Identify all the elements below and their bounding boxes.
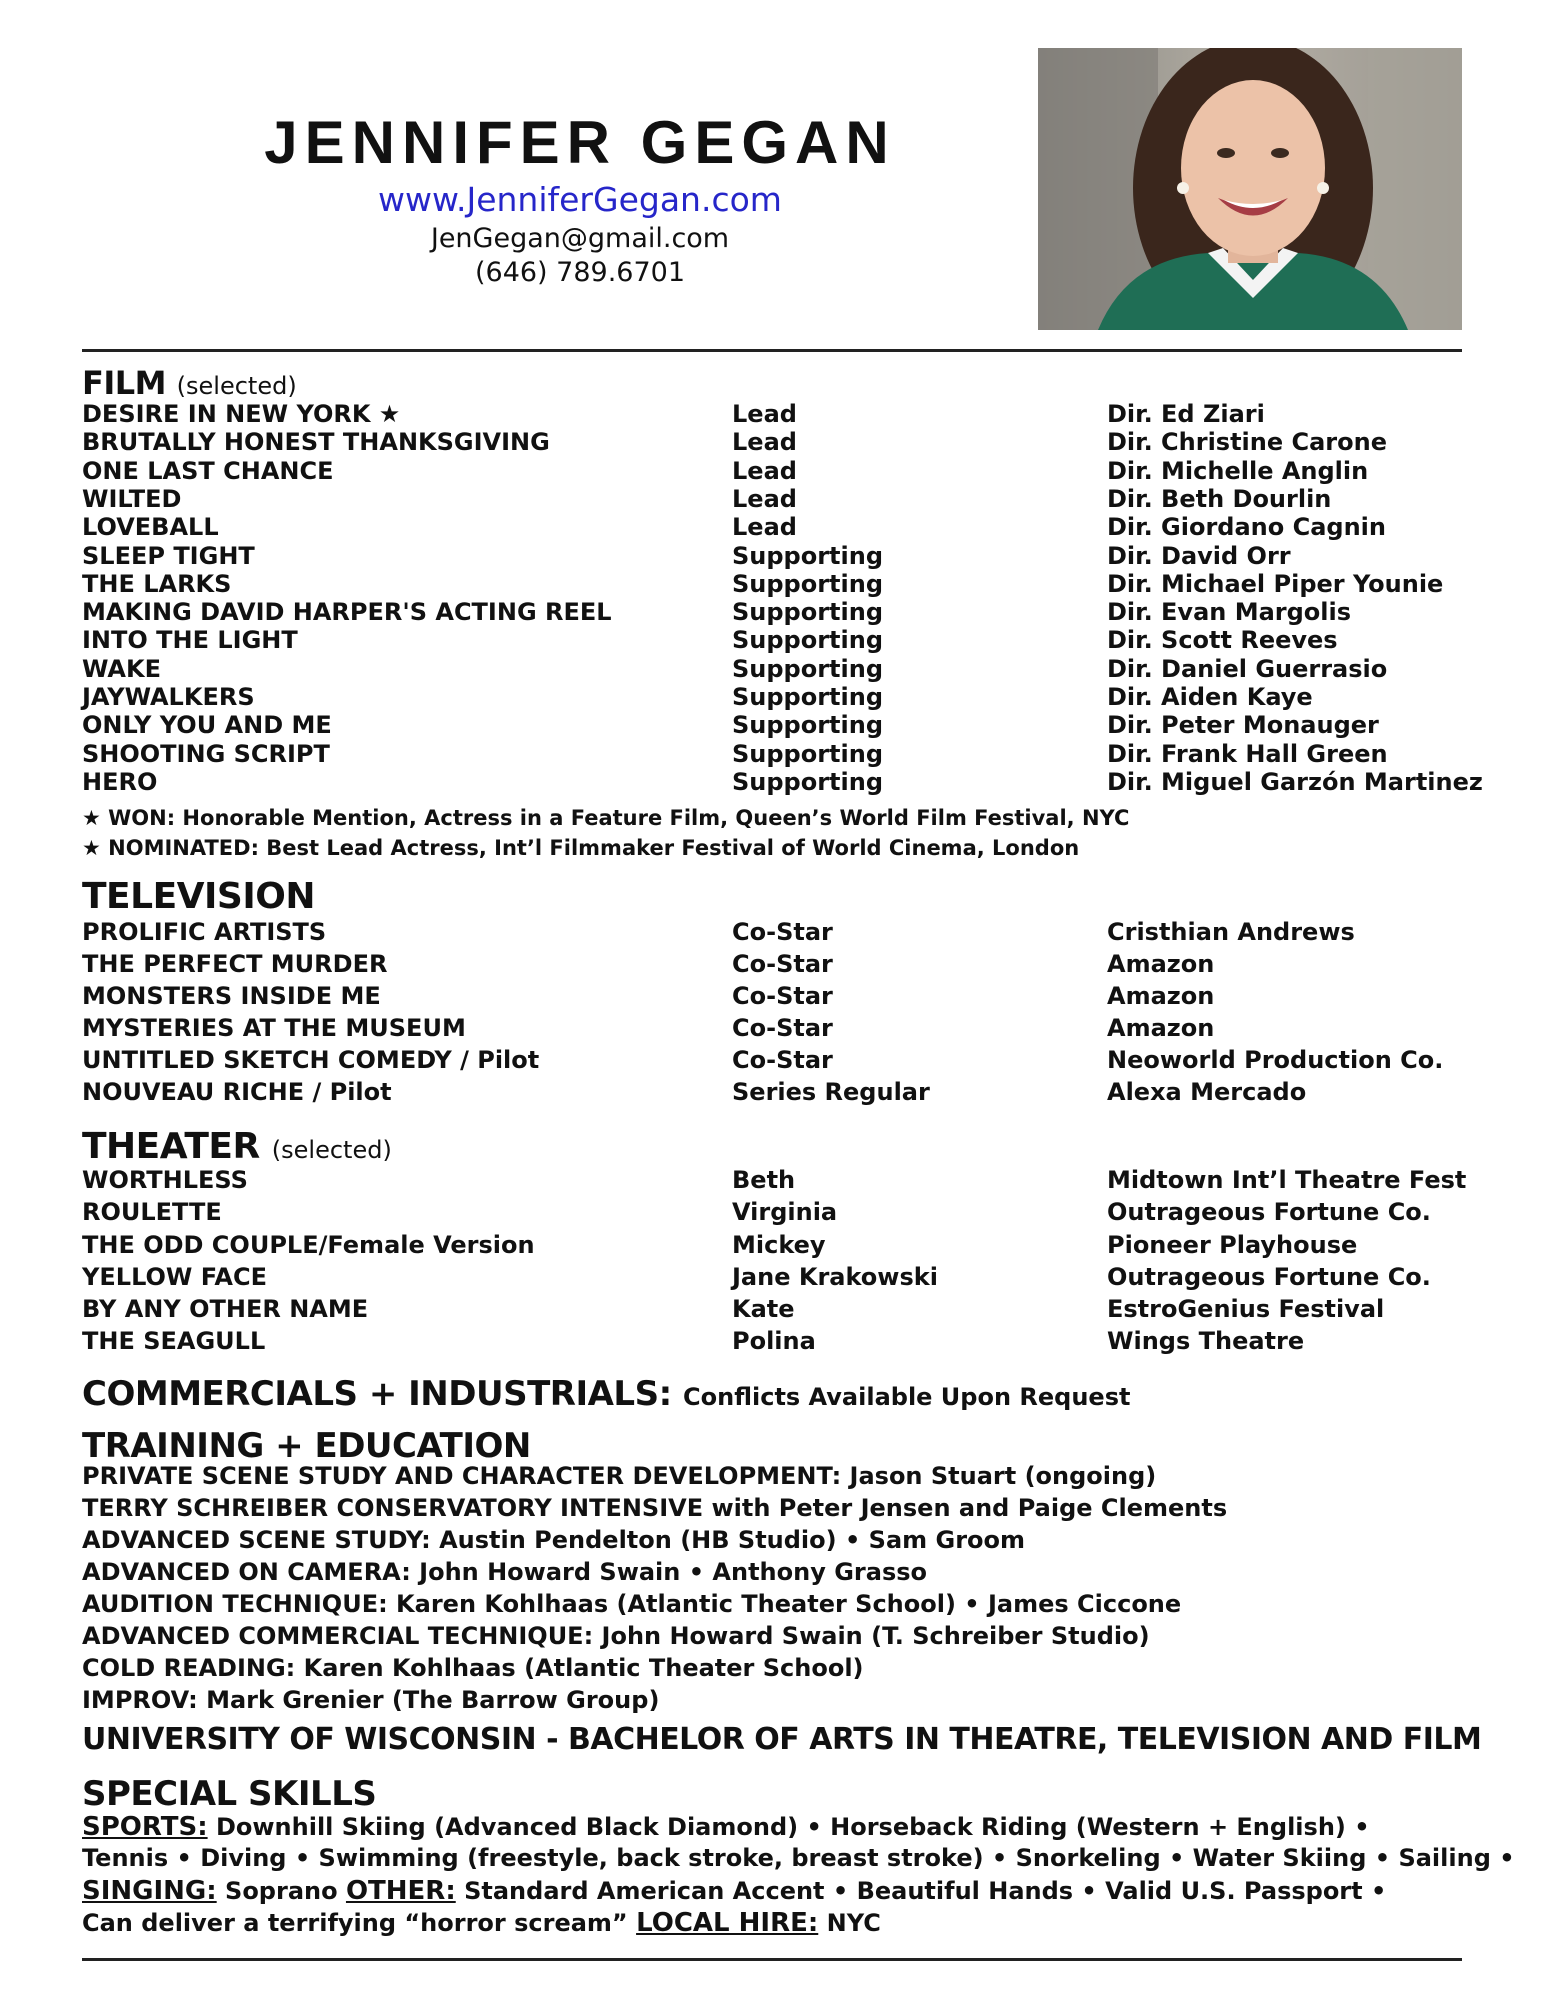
training-line: AUDITION TECHNIQUE: Karen Kohlhaas (Atlantic Theater School) • James Ciccone <box>82 1590 1182 1618</box>
television-role-cell: Co-Star <box>732 1014 833 1042</box>
television-title-cell: NOUVEAU RICHE / Pilot <box>82 1078 392 1106</box>
film-row <box>82 570 1462 598</box>
singing-label: SINGING: <box>82 1876 217 1906</box>
theater-company-cell: Wings Theatre <box>1107 1327 1305 1355</box>
theater-title-cell: ROULETTE <box>82 1198 222 1226</box>
theater-company-cell: EstroGenius Festival <box>1107 1295 1385 1323</box>
film-row <box>82 768 1483 796</box>
television-title-cell: MYSTERIES AT THE MUSEUM <box>82 1014 466 1042</box>
commercials-title-text: COMMERCIALS + INDUSTRIALS: <box>82 1374 672 1414</box>
film-director-cell: Dir. David Orr <box>1107 542 1291 570</box>
film-director-cell: Dir. Miguel Garzón Martinez <box>1107 768 1483 796</box>
skills-section-title <box>82 1774 376 1814</box>
film-row <box>82 683 1462 711</box>
commercials-section-title <box>82 1374 1130 1414</box>
film-role-cell: Supporting <box>732 683 884 711</box>
film-title-cell: INTO THE LIGHT <box>82 626 298 654</box>
website-link[interactable]: www.JenniferGegan.com <box>378 180 782 219</box>
film-award-won: ★ WON: Honorable Mention, Actress in a Feature Film, Queen’s World Film Festival, NYC <box>82 806 1130 830</box>
film-role-cell: Supporting <box>732 626 884 654</box>
theater-company-cell: Outrageous Fortune Co. <box>1107 1198 1431 1226</box>
film-title-cell: HERO <box>82 768 158 796</box>
film-title-cell: WAKE <box>82 655 161 683</box>
film-role-cell: Lead <box>732 400 797 428</box>
television-title-cell: MONSTERS INSIDE ME <box>82 982 381 1010</box>
film-director-cell: Dir. Christine Carone <box>1107 428 1387 456</box>
film-title-cell: ONE LAST CHANCE <box>82 457 334 485</box>
film-director-cell: Dir. Scott Reeves <box>1107 626 1338 654</box>
theater-row <box>82 1198 1462 1226</box>
film-role-cell: Supporting <box>732 655 884 683</box>
television-row <box>82 950 1462 978</box>
television-network-cell: Amazon <box>1107 982 1215 1010</box>
theater-company-cell: Outrageous Fortune Co. <box>1107 1263 1431 1291</box>
television-row <box>82 918 1462 946</box>
theater-note: (selected) <box>271 1136 392 1164</box>
film-director-cell: Dir. Michelle Anglin <box>1107 457 1369 485</box>
film-title-cell: SLEEP TIGHT <box>82 542 255 570</box>
training-line: ADVANCED ON CAMERA: John Howard Swain • Anthony Grasso <box>82 1558 928 1586</box>
sports-label: SPORTS: <box>82 1812 208 1842</box>
film-director-cell: Dir. Daniel Guerrasio <box>1107 655 1388 683</box>
television-role-cell: Co-Star <box>732 982 833 1010</box>
film-title-cell: THE LARKS <box>82 570 232 598</box>
commercials-note: Conflicts Available Upon Request <box>683 1383 1131 1411</box>
other-label: OTHER: <box>345 1876 456 1906</box>
film-director-cell: Dir. Peter Monauger <box>1107 711 1379 739</box>
television-network-cell: Amazon <box>1107 1014 1215 1042</box>
television-row <box>82 982 1462 1010</box>
training-line: IMPROV: Mark Grenier (The Barrow Group) <box>82 1686 660 1714</box>
theater-title-cell: YELLOW FACE <box>82 1263 267 1291</box>
film-row <box>82 655 1462 683</box>
theater-role-cell: Polina <box>732 1327 816 1355</box>
training-line: TERRY SCHREIBER CONSERVATORY INTENSIVE with Peter Jensen and Paige Clements <box>82 1494 1228 1522</box>
film-role-cell: Lead <box>732 485 797 513</box>
film-role-cell: Supporting <box>732 542 884 570</box>
theater-role-cell: Jane Krakowski <box>732 1263 938 1291</box>
email-address: JenGegan@gmail.com <box>430 223 730 254</box>
training-line: ADVANCED SCENE STUDY: Austin Pendelton (HB Studio) • Sam Groom <box>82 1526 1026 1554</box>
film-role-cell: Supporting <box>732 570 884 598</box>
skills-title-text: SPECIAL SKILLS <box>82 1774 377 1814</box>
actor-name: JENNIFER GEGAN <box>264 109 896 176</box>
local-hire-value: NYC <box>826 1909 881 1937</box>
theater-title-text: THEATER <box>82 1126 260 1167</box>
film-row <box>82 542 1462 570</box>
theater-role-cell: Beth <box>732 1166 796 1194</box>
television-title-cell: THE PERFECT MURDER <box>82 950 388 978</box>
film-award-nominated: ★ NOMINATED: Best Lead Actress, Int’l Filmmaker Festival of World Cinema, London <box>82 836 1080 860</box>
film-row <box>82 626 1462 654</box>
film-director-cell: Dir. Ed Ziari <box>1107 400 1265 428</box>
film-section-title <box>82 364 297 402</box>
film-row <box>82 457 1462 485</box>
sports-line <box>82 1812 1370 1842</box>
theater-company-cell: Pioneer Playhouse <box>1107 1231 1358 1259</box>
film-director-cell: Dir. Aiden Kaye <box>1107 683 1313 711</box>
television-role-cell: Co-Star <box>732 918 833 946</box>
other-line-2: Can deliver a terrifying “horror scream” <box>82 1909 628 1937</box>
sports-line-2: Tennis • Diving • Swimming (freestyle, back stroke, breast stroke) • Snorkeling • Water Skiing • Sailing • <box>82 1844 1515 1872</box>
footer-divider <box>82 1958 1462 1961</box>
theater-row <box>82 1231 1462 1259</box>
film-row <box>82 598 1462 626</box>
theater-section-title <box>82 1126 392 1167</box>
television-row <box>82 1046 1462 1074</box>
film-role-cell: Supporting <box>732 740 884 768</box>
theater-role-cell: Kate <box>732 1295 795 1323</box>
degree-line: UNIVERSITY OF WISCONSIN - BACHELOR OF ARTS IN THEATRE, TELEVISION AND FILM <box>82 1722 1482 1757</box>
local-hire-label: LOCAL HIRE: <box>636 1908 819 1938</box>
television-role-cell: Series Regular <box>732 1078 930 1106</box>
film-title-cell: JAYWALKERS <box>82 683 255 711</box>
television-role-cell: Co-Star <box>732 1046 833 1074</box>
television-network-cell: Alexa Mercado <box>1107 1078 1307 1106</box>
film-row <box>82 513 1462 541</box>
theater-row <box>82 1166 1467 1194</box>
sports-list: Downhill Skiing (Advanced Black Diamond) • Horseback Riding (Western + English) • <box>215 1813 1370 1841</box>
theater-title-cell: WORTHLESS <box>82 1166 248 1194</box>
theater-row <box>82 1327 1462 1355</box>
film-row <box>82 740 1462 768</box>
television-row <box>82 1014 1462 1042</box>
film-role-cell: Lead <box>732 428 797 456</box>
phone-number: (646) 789.6701 <box>474 257 685 288</box>
film-director-cell: Dir. Beth Dourlin <box>1107 485 1332 513</box>
television-role-cell: Co-Star <box>732 950 833 978</box>
film-role-cell: Lead <box>732 457 797 485</box>
theater-role-cell: Mickey <box>732 1231 826 1259</box>
theater-row <box>82 1263 1462 1291</box>
film-director-cell: Dir. Giordano Cagnin <box>1107 513 1386 541</box>
singing-value: Soprano <box>225 1877 338 1905</box>
film-role-cell: Supporting <box>732 768 884 796</box>
header-divider <box>82 349 1462 352</box>
film-title-text: FILM <box>82 364 166 402</box>
television-title-text: TELEVISION <box>82 876 315 917</box>
television-title-cell: UNTITLED SKETCH COMEDY / Pilot <box>82 1046 540 1074</box>
film-row <box>82 428 1462 456</box>
film-director-cell: Dir. Evan Margolis <box>1107 598 1352 626</box>
film-director-cell: Dir. Frank Hall Green <box>1107 740 1388 768</box>
film-note: (selected) <box>176 372 297 400</box>
theater-company-cell: Midtown Int’l Theatre Fest <box>1107 1166 1467 1194</box>
film-title-cell: DESIRE IN NEW YORK ★ <box>82 400 401 428</box>
television-network-cell: Neoworld Production Co. <box>1107 1046 1444 1074</box>
singing-other-line <box>82 1876 1386 1906</box>
film-role-cell: Lead <box>732 513 797 541</box>
theater-title-cell: BY ANY OTHER NAME <box>82 1295 369 1323</box>
other-local-line <box>82 1908 881 1938</box>
training-section-title <box>82 1426 531 1466</box>
other-value: Standard American Accent • Beautiful Hands • Valid U.S. Passport • <box>464 1877 1387 1905</box>
film-row <box>82 400 1462 428</box>
theater-title-cell: THE SEAGULL <box>82 1327 266 1355</box>
film-title-cell: WILTED <box>82 485 182 513</box>
television-section-title <box>82 876 315 917</box>
film-row <box>82 711 1462 739</box>
film-director-cell: Dir. Michael Piper Younie <box>1107 570 1444 598</box>
film-title-cell: ONLY YOU AND ME <box>82 711 332 739</box>
headshot-photo <box>1038 48 1462 330</box>
training-line: ADVANCED COMMERCIAL TECHNIQUE: John Howard Swain (T. Schreiber Studio) <box>82 1622 1150 1650</box>
training-line: COLD READING: Karen Kohlhaas (Atlantic Theater School) <box>82 1654 864 1682</box>
film-role-cell: Supporting <box>732 711 884 739</box>
film-role-cell: Supporting <box>732 598 884 626</box>
training-title-text: TRAINING + EDUCATION <box>82 1426 531 1466</box>
television-network-cell: Cristhian Andrews <box>1107 918 1355 946</box>
film-title-cell: LOVEBALL <box>82 513 219 541</box>
television-network-cell: Amazon <box>1107 950 1215 978</box>
training-line: PRIVATE SCENE STUDY AND CHARACTER DEVELOPMENT: Jason Stuart (ongoing) <box>82 1462 1157 1490</box>
film-title-cell: BRUTALLY HONEST THANKSGIVING <box>82 428 550 456</box>
film-title-cell: SHOOTING SCRIPT <box>82 740 330 768</box>
theater-row <box>82 1295 1462 1323</box>
film-row <box>82 485 1462 513</box>
television-title-cell: PROLIFIC ARTISTS <box>82 918 327 946</box>
film-title-cell: MAKING DAVID HARPER'S ACTING REEL <box>82 598 612 626</box>
theater-role-cell: Virginia <box>732 1198 838 1226</box>
television-row <box>82 1078 1462 1106</box>
theater-title-cell: THE ODD COUPLE/Female Version <box>82 1231 535 1259</box>
